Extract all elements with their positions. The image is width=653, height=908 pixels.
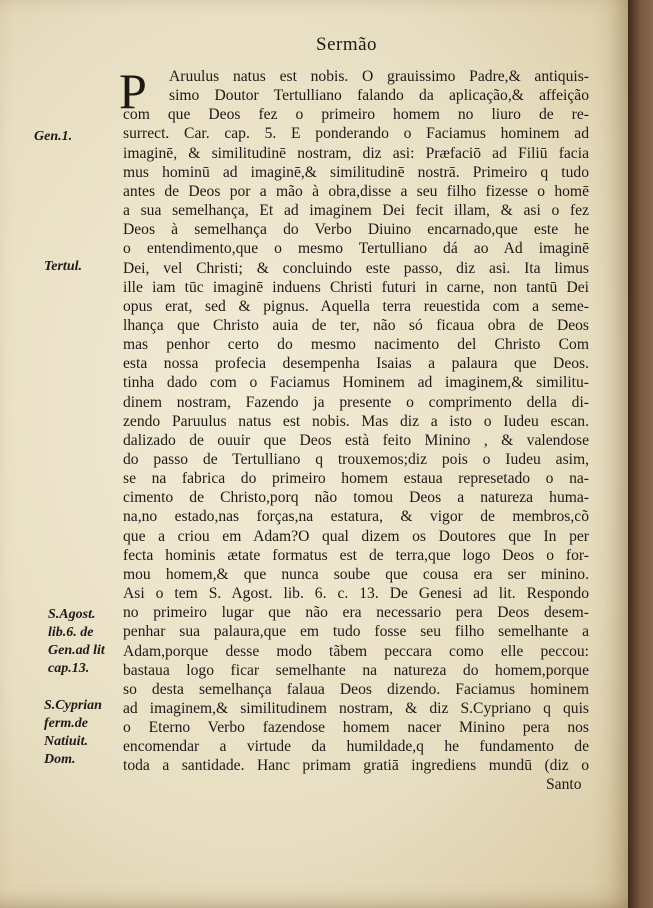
text-line: a sua semelhança, Et ad imaginem Dei fecit illam, & asi o fez xyxy=(123,202,589,220)
text-line: o entendimento,que o mesmo Tertulliano dá ao Ad imaginē xyxy=(123,240,589,258)
book-gutter xyxy=(628,0,653,908)
text-line: so desta semelhança falaua Deos dizendo. Faciamus hominem xyxy=(123,680,589,698)
margin-note-tertul: Tertul. xyxy=(44,259,82,274)
text-line: opus erat, sed & pignus. Aquella terra reuestida com a seme- xyxy=(123,297,589,315)
text-line: mas penhor certo do mesmo nacimento del Christo Com xyxy=(123,336,589,354)
text-line: toda a santidade. Hanc primam gratiā ingrediens mundū (diz o xyxy=(123,757,589,775)
margin-note-gen: Gen.1. xyxy=(34,129,73,144)
running-header: Sermão xyxy=(316,34,378,55)
text-line: surrect. Car. cap. 5. E ponderando o Faciamus hominem ad xyxy=(123,125,589,143)
text-line: Aruulus natus est nobis. O grauissimo Padre,& antiquis- xyxy=(169,68,589,85)
text-line: mou homem,& que nunca soube que cousa era ser minino. xyxy=(123,565,589,583)
text-line: encomendar a virtude da humildade,q he fundamento de xyxy=(123,738,589,756)
margin-note-cyprian: S.Cyprian ferm.de Natiuit. Dom. xyxy=(44,698,102,767)
text-line: Dei, vel Christi; & concluindo este passo, diz asi. Ita limus xyxy=(123,259,589,277)
text-line: tinha dado com o Faciamus Hominem ad imaginem,& similitu- xyxy=(123,374,589,392)
text-line: do passo de Tertulliano q trouxemos;diz pois o Iudeu asim, xyxy=(123,451,589,468)
text-line: zendo Paruulus natus est nobis. Mas diz a isto o Iudeu escan. xyxy=(123,412,589,430)
text-line: simo Doutor Tertulliano falando da aplicação,& affeição xyxy=(169,87,589,105)
text-line: na,no estado,nas forças,na estatura, & vigor de membros,cõ xyxy=(123,508,589,526)
text-line: imaginē, & similitudinē nostram, diz asi: Præfaciō ad Filiū facia xyxy=(123,144,589,162)
text-line: Adam,porque desse modo tãbem peccara como elle peccou: xyxy=(123,642,589,660)
text-line: Deos à semelhança do Verbo Diuino encarnado,que este he xyxy=(123,221,589,239)
text-line: com que Deos fez o primeiro homem no liuro de re- xyxy=(123,106,589,124)
text-line: no primeiro lugar que não era necessario pera Deos desem- xyxy=(123,604,589,622)
catchword: Santo xyxy=(546,776,582,793)
text-line: dinem nostram, Fazendo ja presente o comprimento della di- xyxy=(123,393,589,411)
text-line: dalizado de ouuir que Deos està feito Minino , & valendose xyxy=(123,431,589,449)
margin-note-agost: S.Agost. lib.6. de Gen.ad lit cap.13. xyxy=(48,607,105,676)
drop-cap: P xyxy=(119,63,147,119)
text-line: lhança que Christo auia de ter, não só ficaua obra de Deos xyxy=(123,316,589,334)
text-line: ad imaginem,& similitudinem nostram, & diz S.Cypriano q quis xyxy=(123,699,589,717)
text-line: cimento de Christo,porq não tomou Deos a natureza huma- xyxy=(123,489,589,507)
text-line: antes de Deos por a mão à obra,disse a seu filho fizesse o homē xyxy=(123,182,589,200)
text-line: se na fabrica do primeiro homem estaua represetado o na- xyxy=(123,470,589,488)
text-line: que a criou em Adam?O qual dizem os Doutores que In per xyxy=(123,527,589,545)
text-line: esta nossa profecia desempenha Isaias a palaura que Deos. xyxy=(123,355,589,373)
text-line: mus hominū ad imaginē,& similitudinē nostrā. Primeiro q tudo xyxy=(123,163,589,181)
text-line: ille iam tūc imaginē induens Christi futuri in carne, non tantū Dei xyxy=(123,278,589,296)
text-line: penhar sua palaura,que em tudo fosse seu filho semelhante a xyxy=(123,623,589,641)
text-line: Asi o tem S. Agost. lib. 6. c. 13. De Genesi ad lit. Respondo xyxy=(123,585,589,603)
text-line: bastaua logo ficar semelhante na natureza do homem,porque xyxy=(123,661,589,679)
text-line: fecta hominis ætate formatus est de terra,que logo Deos o for- xyxy=(123,546,589,564)
text-line: o Eterno Verbo fazendose homem nacer Minino pera nos xyxy=(123,719,589,737)
